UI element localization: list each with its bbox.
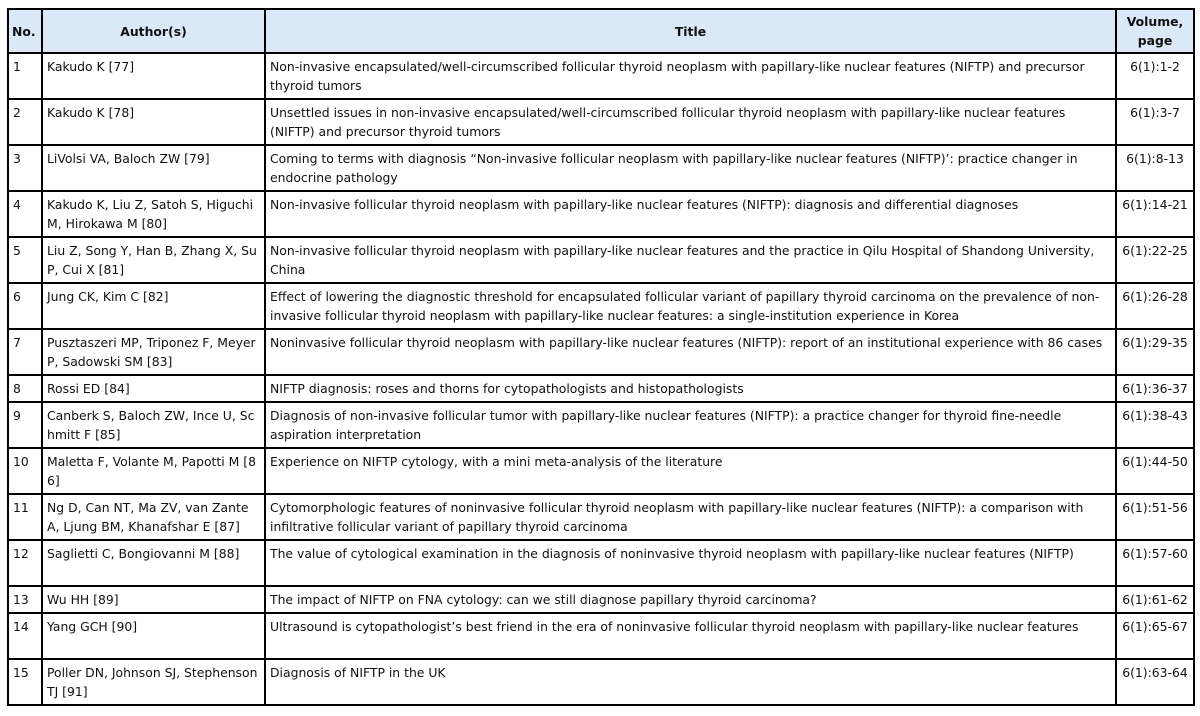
row-volume-cell: 6(1):14-21: [1116, 191, 1194, 237]
header-row: [8, 9, 1194, 53]
table-row: [8, 53, 1194, 99]
row-author-cell: Jung CK, Kim C [82]: [42, 283, 265, 329]
row-title-cell: Effect of lowering the diagnostic threshold for encapsulated follicular variant of papillary thyroid carcinoma on the prevalence of non-invasive follicular thyroid neoplasm with papillary-like nuclear features: a single-institution experience in Korea: [265, 283, 1116, 329]
row-volume-cell: 6(1):57-60: [1116, 540, 1194, 586]
row-number-cell: 2: [8, 99, 42, 145]
table-row: [8, 145, 1194, 191]
row-author-cell: Kakudo K [78]: [42, 99, 265, 145]
row-author-cell: Yang GCH [90]: [42, 613, 265, 659]
table-row: [8, 586, 1194, 613]
table-row: [8, 659, 1194, 705]
row-title-cell: Non-invasive encapsulated/well-circumscribed follicular thyroid neoplasm with papillary-like nuclear features (NIFTP) and precursor thyroid tumors: [265, 53, 1116, 99]
row-author-cell: Pusztaszeri MP, Triponez F, Meyer P, Sadowski SM [83]: [42, 329, 265, 375]
table-row: [8, 191, 1194, 237]
table-row: [8, 448, 1194, 494]
table-row: [8, 283, 1194, 329]
row-volume-cell: 6(1):36-37: [1116, 375, 1194, 402]
row-title-cell: Ultrasound is cytopathologist’s best friend in the era of noninvasive follicular thyroid neoplasm with papillary-like nuclear features: [265, 613, 1116, 659]
table-row: [8, 494, 1194, 540]
row-title-cell: Cytomorphologic features of noninvasive follicular thyroid neoplasm with papillary-like nuclear features (NIFTP): a comparison with infiltrative follicular variant of papillary thyroid carcinoma: [265, 494, 1116, 540]
row-title-cell: Unsettled issues in non-invasive encapsulated/well-circumscribed follicular thyroid neoplasm with papillary-like nuclear features (NIFTP) and precursor thyroid tumors: [265, 99, 1116, 145]
row-number-cell: 13: [8, 586, 42, 613]
header-author: Author(s): [42, 9, 265, 53]
row-title-cell: Non-invasive follicular thyroid neoplasm with papillary-like nuclear features and the practice in Qilu Hospital of Shandong University, China: [265, 237, 1116, 283]
row-volume-cell: 6(1):65-67: [1116, 613, 1194, 659]
table-row: [8, 613, 1194, 659]
row-number-cell: 12: [8, 540, 42, 586]
row-title-cell: Coming to terms with diagnosis “Non-invasive follicular neoplasm with papillary-like nuclear features (NIFTP)’: practice changer in endocrine pathology: [265, 145, 1116, 191]
row-number-cell: 8: [8, 375, 42, 402]
table-row: [8, 237, 1194, 283]
references-table-container: [7, 8, 1195, 706]
row-author-cell: Poller DN, Johnson SJ, Stephenson TJ [91]: [42, 659, 265, 705]
header-no: No.: [8, 9, 42, 53]
row-volume-cell: 6(1):63-64: [1116, 659, 1194, 705]
table-row: [8, 329, 1194, 375]
row-author-cell: Kakudo K [77]: [42, 53, 265, 99]
row-volume-cell: 6(1):44-50: [1116, 448, 1194, 494]
row-number-cell: 4: [8, 191, 42, 237]
row-number-cell: 14: [8, 613, 42, 659]
row-number-cell: 1: [8, 53, 42, 99]
table-header: [8, 9, 1194, 53]
row-title-cell: The impact of NIFTP on FNA cytology: can we still diagnose papillary thyroid carcinoma?: [265, 586, 1116, 613]
row-volume-cell: 6(1):38-43: [1116, 402, 1194, 448]
row-author-cell: Ng D, Can NT, Ma ZV, van Zante A, Ljung BM, Khanafshar E [87]: [42, 494, 265, 540]
row-volume-cell: 6(1):51-56: [1116, 494, 1194, 540]
row-number-cell: 9: [8, 402, 42, 448]
row-volume-cell: 6(1):61-62: [1116, 586, 1194, 613]
header-title: Title: [265, 9, 1116, 53]
row-number-cell: 10: [8, 448, 42, 494]
table-row: [8, 375, 1194, 402]
row-number-cell: 6: [8, 283, 42, 329]
row-volume-cell: 6(1):1-2: [1116, 53, 1194, 99]
row-author-cell: LiVolsi VA, Baloch ZW [79]: [42, 145, 265, 191]
row-author-cell: Saglietti C, Bongiovanni M [88]: [42, 540, 265, 586]
row-number-cell: 5: [8, 237, 42, 283]
row-author-cell: Kakudo K, Liu Z, Satoh S, Higuchi M, Hirokawa M [80]: [42, 191, 265, 237]
table-row: [8, 540, 1194, 586]
row-number-cell: 15: [8, 659, 42, 705]
table-body: [8, 53, 1194, 705]
header-volume: Volume, page: [1116, 9, 1194, 53]
row-volume-cell: 6(1):29-35: [1116, 329, 1194, 375]
row-title-cell: The value of cytological examination in the diagnosis of noninvasive thyroid neoplasm with papillary-like nuclear features (NIFTP): [265, 540, 1116, 586]
row-author-cell: Canberk S, Baloch ZW, Ince U, Schmitt F [85]: [42, 402, 265, 448]
row-number-cell: 7: [8, 329, 42, 375]
row-number-cell: 11: [8, 494, 42, 540]
row-number-cell: 3: [8, 145, 42, 191]
row-volume-cell: 6(1):8-13: [1116, 145, 1194, 191]
row-title-cell: NIFTP diagnosis: roses and thorns for cytopathologists and histopathologists: [265, 375, 1116, 402]
table-row: [8, 402, 1194, 448]
references-table: [7, 8, 1195, 706]
row-author-cell: Maletta F, Volante M, Papotti M [86]: [42, 448, 265, 494]
row-volume-cell: 6(1):26-28: [1116, 283, 1194, 329]
row-title-cell: Noninvasive follicular thyroid neoplasm with papillary-like nuclear features (NIFTP): report of an institutional experience with 86 cases: [265, 329, 1116, 375]
row-title-cell: Diagnosis of NIFTP in the UK: [265, 659, 1116, 705]
row-volume-cell: 6(1):22-25: [1116, 237, 1194, 283]
row-title-cell: Non-invasive follicular thyroid neoplasm with papillary-like nuclear features (NIFTP): diagnosis and differential diagnoses: [265, 191, 1116, 237]
row-author-cell: Liu Z, Song Y, Han B, Zhang X, Su P, Cui X [81]: [42, 237, 265, 283]
row-title-cell: Experience on NIFTP cytology, with a mini meta-analysis of the literature: [265, 448, 1116, 494]
row-volume-cell: 6(1):3-7: [1116, 99, 1194, 145]
table-row: [8, 99, 1194, 145]
row-author-cell: Rossi ED [84]: [42, 375, 265, 402]
row-author-cell: Wu HH [89]: [42, 586, 265, 613]
row-title-cell: Diagnosis of non-invasive follicular tumor with papillary-like nuclear features (NIFTP): a practice changer for thyroid fine-needle aspiration interpretation: [265, 402, 1116, 448]
